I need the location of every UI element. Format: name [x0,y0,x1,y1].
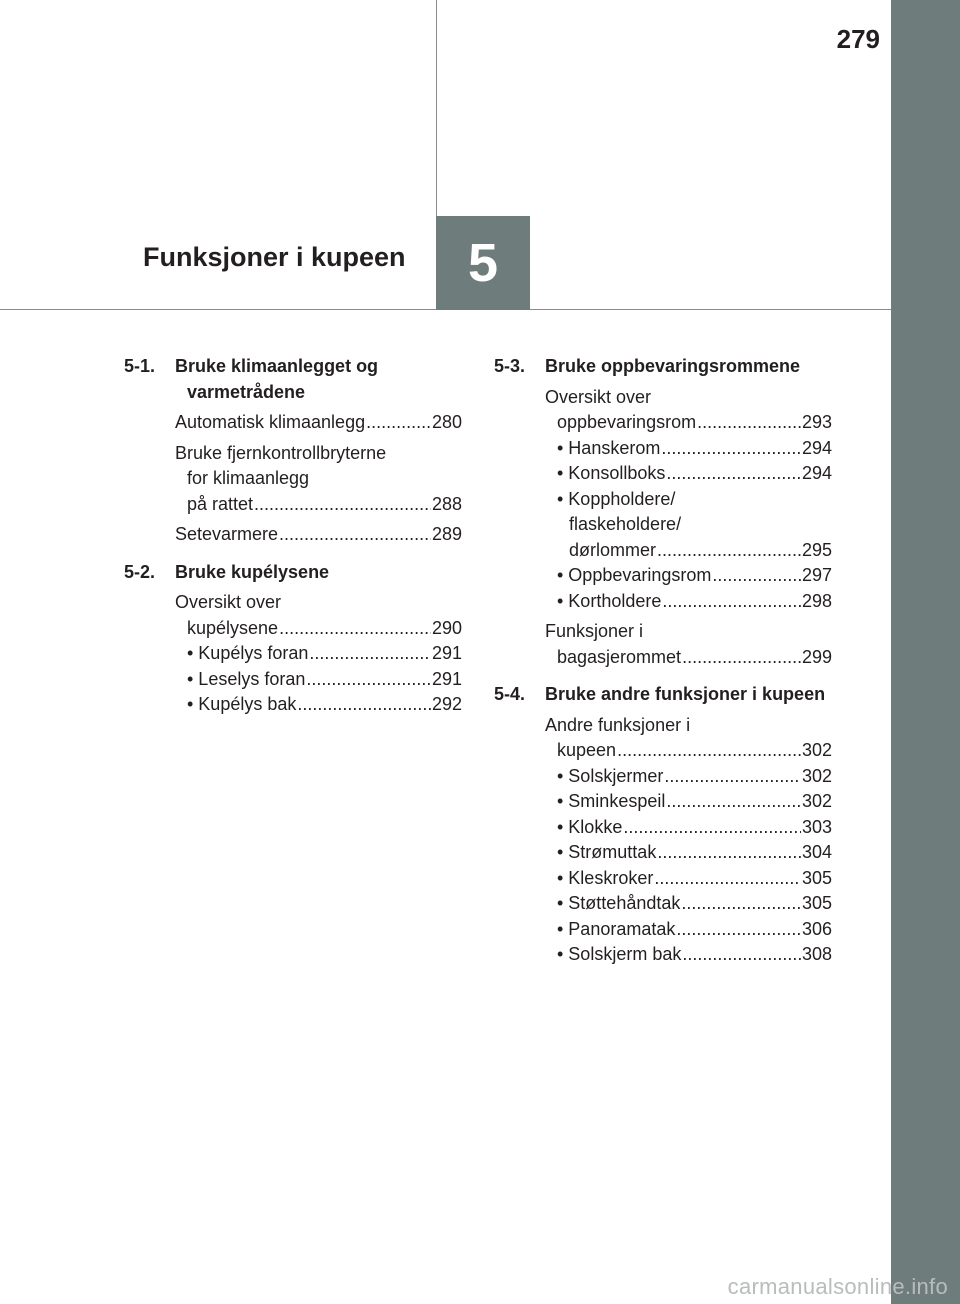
page-ref: 294 [801,437,832,458]
toc-entry [175,410,462,436]
dot-leader [661,436,801,462]
dot-leader [657,840,801,866]
toc-section [494,682,832,968]
toc-label: • Konsollboks [557,463,666,483]
toc-label: • Sminkespeil [557,791,666,811]
section-heading [124,560,462,586]
toc-section [124,354,462,548]
section-heading [494,354,832,380]
page-ref: 280 [431,412,462,432]
dot-leader [697,410,801,436]
dot-leader [654,866,801,892]
dot-leader [664,764,801,790]
dot-leader [366,410,431,436]
section-heading [124,354,462,405]
section-title: Bruke kupélysene [175,561,330,582]
sub-entries [545,764,832,968]
toc-entry [175,522,462,548]
page-ref: 302 [801,740,832,760]
toc-link[interactable] [545,942,832,968]
dot-leader [682,942,801,968]
toc-label: • Solskjermer [557,765,664,786]
page-number: 279 [836,24,880,54]
sub-entry-line: • Koppholdere/ [557,488,676,509]
toc-link[interactable] [545,866,832,892]
toc-label: • Oppbevaringsrom [557,565,712,585]
page-ref: 289 [431,524,462,544]
page-ref: 305 [801,867,832,888]
entry-title-line: Funksjoner i [545,621,644,641]
toc-label: • Kortholdere [557,590,662,611]
toc-link[interactable] [545,589,832,615]
toc-entry [545,619,832,670]
dot-leader [712,563,801,589]
toc-link[interactable] [545,815,832,841]
toc-section [494,354,832,670]
dot-leader [666,789,801,815]
toc-link[interactable] [175,616,462,642]
toc-entry [545,385,832,615]
dot-leader [657,538,801,564]
toc-link[interactable] [175,492,462,518]
toc-link[interactable] [545,461,832,487]
dot-leader [306,667,431,693]
dot-leader [279,616,431,642]
chapter-side-tab [891,0,960,1304]
toc-label: kupélysene [187,617,279,638]
page-ref: 295 [801,539,832,560]
section-number: 5-3. [494,356,526,376]
section-number: 5-1. [124,356,156,376]
toc-link[interactable] [545,789,832,815]
toc-label: dørlommer [569,539,657,560]
section-title: Bruke andre funksjoner i kupeen [545,684,826,704]
section-number: 5-4. [494,684,526,704]
sub-entries [175,641,462,718]
toc-label: • Hanskerom [557,437,661,458]
chapter-number-box [436,216,530,310]
sub-entry-line: flaskeholdere/ [569,514,682,534]
toc-link[interactable] [545,410,832,436]
dot-leader [279,522,431,548]
page-ref: 305 [801,893,832,913]
sub-entries [545,436,832,615]
toc-section [124,560,462,718]
toc-label: • Klokke [557,816,623,837]
dot-leader [662,589,801,615]
toc-entry [545,713,832,968]
chapter-title: Funksjoner i kupeen [143,242,406,272]
toc-link[interactable] [545,840,832,866]
dot-leader [676,917,801,943]
chapter-number: 5 [467,233,499,293]
entry-title-line: Bruke fjernkontrollbryterne [175,442,387,463]
toc-link[interactable] [545,563,832,589]
toc-link[interactable] [175,410,462,436]
dot-leader [682,645,801,671]
section-title: Bruke klimaanlegget og varmetrådene [175,356,379,402]
toc-label: oppbevaringsrom [557,412,697,432]
toc-entry [175,590,462,718]
toc-link[interactable] [545,917,832,943]
page-ref: 302 [801,765,832,786]
dot-leader [623,815,801,841]
page-ref: 293 [801,412,832,432]
page-ref: 294 [801,463,832,483]
toc-link[interactable] [545,764,832,790]
toc-column-left [124,354,462,730]
toc-label: kupeen [557,740,617,760]
page-ref: 291 [431,643,462,663]
toc-label: på rattet [187,493,254,514]
entry-title-line: Andre funksjoner i [545,714,691,735]
dot-leader [617,738,801,764]
toc-entry [175,441,462,518]
section-heading [494,682,832,708]
toc-label: • Kupélys foran [187,643,309,663]
page-ref: 297 [801,565,832,585]
page-ref: 302 [801,791,832,811]
page-ref: 290 [431,617,462,638]
toc-link[interactable] [175,667,462,693]
toc-label: bagasjerommet [557,646,682,667]
toc-label: • Kleskroker [557,867,654,888]
toc-link[interactable] [545,891,832,917]
dot-leader [309,641,431,667]
page-ref: 308 [801,944,832,964]
toc-label: • Strømuttak [557,842,657,862]
section-number: 5-2. [124,561,156,582]
entry-title-line: for klimaanlegg [187,468,310,488]
toc-link[interactable] [545,738,832,764]
toc-label: • Kupélys bak [187,694,297,714]
page-ref: 298 [801,590,832,611]
watermark: carmanualsonline.info [727,1274,948,1299]
toc-link[interactable] [175,522,462,548]
toc-link[interactable] [545,645,832,671]
dot-leader [666,461,801,487]
page-ref: 288 [431,493,462,514]
page-ref: 303 [801,816,832,837]
toc-column-right [494,354,832,980]
toc-label: • Leselys foran [187,668,306,689]
toc-label: • Panoramatak [557,918,676,939]
toc-link[interactable] [175,641,462,667]
entry-title-line: Oversikt over [175,592,282,612]
page-ref: 299 [801,646,832,667]
toc-link[interactable] [175,692,462,718]
toc-label: Setevarmere [175,524,279,544]
page-ref: 292 [431,694,462,714]
toc-label: Automatisk klimaanlegg [175,412,366,432]
entry-title-line: Oversikt over [545,386,652,407]
section-title: Bruke oppbevaringsrommene [545,356,801,376]
page-ref: 306 [801,918,832,939]
toc-link[interactable] [545,436,832,462]
toc-label: • Støttehåndtak [557,893,681,913]
toc-label: • Solskjerm bak [557,944,682,964]
dot-leader [681,891,801,917]
page-ref: 304 [801,842,832,862]
dot-leader [254,492,431,518]
vertical-divider [436,0,437,216]
dot-leader [297,692,431,718]
page-ref: 291 [431,668,462,689]
toc-link[interactable] [545,538,832,564]
